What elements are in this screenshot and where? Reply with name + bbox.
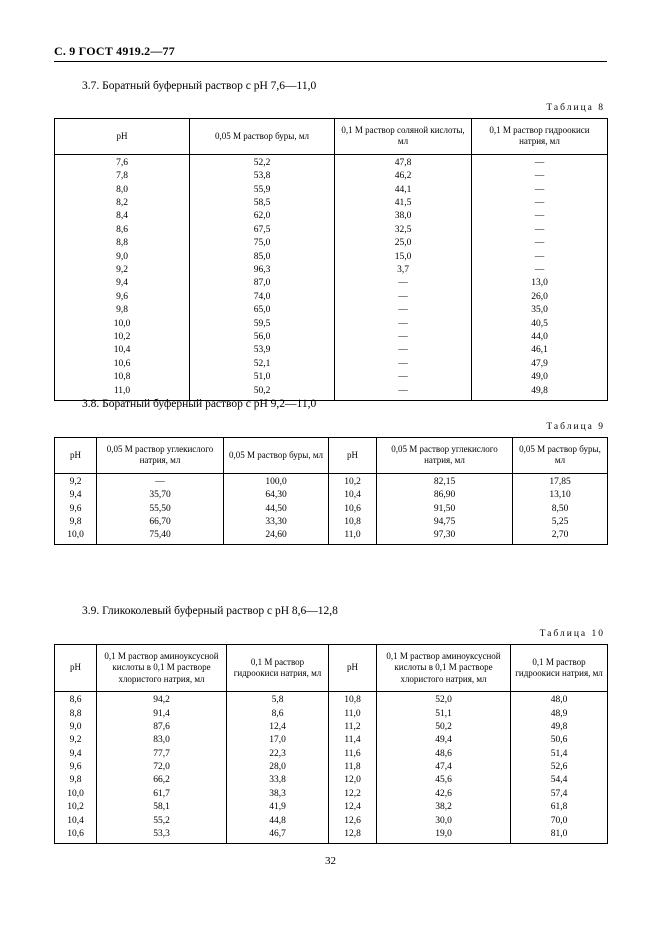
cell: 26,0	[472, 290, 608, 303]
cell: 9,8	[55, 304, 190, 317]
cell: 30,0	[377, 814, 511, 827]
table-row	[55, 747, 608, 760]
cell: 24,60	[224, 529, 329, 545]
cell: 10,6	[329, 502, 377, 515]
section-3-8-title: 3.8. Боратный буферный раствор с рН 9,2—11,0	[82, 398, 317, 410]
cell: 9,6	[55, 290, 190, 303]
cell: 61,7	[97, 787, 227, 800]
table-10-col-ph-right: рН	[329, 645, 377, 692]
cell: 10,2	[329, 473, 377, 489]
table-10-body	[55, 691, 608, 843]
table-8-header-row	[55, 119, 608, 155]
cell: 8,8	[55, 707, 97, 720]
table-row	[55, 721, 608, 734]
table-9-col-carbonate-left: 0,05 М раствор углекислого натрия, мл	[97, 438, 224, 474]
cell: 48,0	[511, 691, 608, 707]
cell: —	[472, 170, 608, 183]
table-row	[55, 344, 608, 357]
cell: 12,6	[329, 814, 377, 827]
cell: 12,4	[227, 721, 329, 734]
cell: 10,8	[329, 691, 377, 707]
cell: 38,2	[377, 801, 511, 814]
cell: 10,0	[55, 529, 97, 545]
cell: 2,70	[513, 529, 608, 545]
table-row	[55, 154, 608, 170]
cell: 35,0	[472, 304, 608, 317]
cell: —	[472, 237, 608, 250]
cell: 12,2	[329, 787, 377, 800]
cell: 74,0	[190, 290, 335, 303]
cell: 64,30	[224, 489, 329, 502]
cell: 9,4	[55, 489, 97, 502]
cell: 77,7	[97, 747, 227, 760]
cell: 50,2	[190, 384, 335, 400]
table-row	[55, 529, 608, 545]
cell: 66,2	[97, 774, 227, 787]
page-header	[54, 44, 175, 59]
table-9	[54, 437, 608, 545]
table-9-col-ph-right: рН	[329, 438, 377, 474]
cell: —	[472, 264, 608, 277]
cell: 82,15	[377, 473, 513, 489]
table-10-col-naoh-right: 0,1 М раствор гидроокиси натрия, мл	[511, 645, 608, 692]
cell: 52,6	[511, 761, 608, 774]
cell: 35,70	[97, 489, 224, 502]
cell: 45,6	[377, 774, 511, 787]
table-row	[55, 183, 608, 196]
cell: 91,50	[377, 502, 513, 515]
cell: 53,8	[190, 170, 335, 183]
cell: 9,2	[55, 264, 190, 277]
cell: 11,4	[329, 734, 377, 747]
cell: 51,4	[511, 747, 608, 760]
cell: 9,4	[55, 277, 190, 290]
cell: —	[335, 357, 472, 370]
cell: 9,0	[55, 250, 190, 263]
cell: 28,0	[227, 761, 329, 774]
table-row	[55, 250, 608, 263]
cell: 87,0	[190, 277, 335, 290]
cell: 52,0	[377, 691, 511, 707]
cell: 44,8	[227, 814, 329, 827]
table-10	[54, 644, 608, 844]
cell: —	[335, 290, 472, 303]
cell: 33,8	[227, 774, 329, 787]
cell: 38,0	[335, 210, 472, 223]
cell: 56,0	[190, 331, 335, 344]
cell: 44,0	[472, 331, 608, 344]
table-8-head	[55, 119, 608, 155]
cell: 81,0	[511, 828, 608, 844]
cell: 8,2	[55, 197, 190, 210]
cell: 96,3	[190, 264, 335, 277]
cell: 75,0	[190, 237, 335, 250]
cell: 87,6	[97, 721, 227, 734]
table-10-caption: Таблица 10	[539, 629, 605, 639]
cell: 66,70	[97, 516, 224, 529]
cell: 9,8	[55, 774, 97, 787]
cell: 100,0	[224, 473, 329, 489]
cell: —	[335, 331, 472, 344]
table-9-col-carbonate-right: 0,05 М раствор углекислого натрия, мл	[377, 438, 513, 474]
cell: 72,0	[97, 761, 227, 774]
cell: 46,1	[472, 344, 608, 357]
cell: 7,6	[55, 154, 190, 170]
cell: —	[472, 250, 608, 263]
cell: 11,0	[329, 529, 377, 545]
cell: 85,0	[190, 250, 335, 263]
cell: 10,2	[55, 331, 190, 344]
cell: 9,0	[55, 721, 97, 734]
cell: —	[335, 344, 472, 357]
cell: 11,2	[329, 721, 377, 734]
cell: 86,90	[377, 489, 513, 502]
cell: —	[335, 371, 472, 384]
cell: —	[472, 183, 608, 196]
cell: 83,0	[97, 734, 227, 747]
cell: 8,8	[55, 237, 190, 250]
cell: 42,6	[377, 787, 511, 800]
cell: —	[472, 210, 608, 223]
cell: 57,4	[511, 787, 608, 800]
table-row	[55, 489, 608, 502]
cell: 9,6	[55, 502, 97, 515]
cell: 58,5	[190, 197, 335, 210]
cell: 53,9	[190, 344, 335, 357]
table-9-col-borax-left: 0,05 М раствор буры, мл	[224, 438, 329, 474]
cell: 33,30	[224, 516, 329, 529]
cell: 46,2	[335, 170, 472, 183]
cell: 55,2	[97, 814, 227, 827]
cell: 13,10	[513, 489, 608, 502]
table-8-col-hcl: 0,1 М раствор соляной кислоты, мл	[335, 119, 472, 155]
cell: 48,9	[511, 707, 608, 720]
cell: 11,0	[55, 384, 190, 400]
cell: 49,8	[511, 721, 608, 734]
page-footer	[0, 855, 661, 867]
cell: 10,2	[55, 801, 97, 814]
table-row	[55, 264, 608, 277]
table-row	[55, 761, 608, 774]
table-9-col-borax-right: 0,05 М раствор буры, мл	[513, 438, 608, 474]
table-row	[55, 691, 608, 707]
cell: 10,4	[55, 814, 97, 827]
table-row	[55, 516, 608, 529]
table-9-body	[55, 473, 608, 545]
cell: 19,0	[377, 828, 511, 844]
cell: 52,2	[190, 154, 335, 170]
header-divider	[54, 61, 607, 62]
cell: 47,8	[335, 154, 472, 170]
cell: 70,0	[511, 814, 608, 827]
cell: 9,4	[55, 747, 97, 760]
table-row	[55, 473, 608, 489]
cell: —	[335, 317, 472, 330]
table-row	[55, 317, 608, 330]
page-header-standard: ГОСТ 4919.2—77	[78, 44, 175, 58]
cell: —	[472, 223, 608, 236]
cell: 67,5	[190, 223, 335, 236]
section-3-9-title: 3.9. Гликоколевый буферный раствор с рН 8,6—12,8	[82, 605, 338, 617]
cell: 9,2	[55, 473, 97, 489]
cell: 9,6	[55, 761, 97, 774]
cell: 47,9	[472, 357, 608, 370]
table-row	[55, 734, 608, 747]
cell: 10,8	[55, 371, 190, 384]
cell: 54,4	[511, 774, 608, 787]
table-10-col-ph-left: рН	[55, 645, 97, 692]
cell: 50,2	[377, 721, 511, 734]
table-10-col-glycine-right: 0,1 М раствор аминоуксусной кислоты в 0,1 М растворе хлористого натрия, мл	[377, 645, 511, 692]
cell: 41,5	[335, 197, 472, 210]
table-row	[55, 277, 608, 290]
cell: 97,30	[377, 529, 513, 545]
cell: 5,8	[227, 691, 329, 707]
table-8-caption: Таблица 8	[546, 103, 605, 113]
cell: 8,0	[55, 183, 190, 196]
cell: 13,0	[472, 277, 608, 290]
table-8-col-naoh: 0,1 М раствор гидроокиси натрия, мл	[472, 119, 608, 155]
table-row	[55, 170, 608, 183]
cell: 61,8	[511, 801, 608, 814]
table-8-col-borax: 0,05 М раствор буры, мл	[190, 119, 335, 155]
cell: 55,9	[190, 183, 335, 196]
table-row	[55, 304, 608, 317]
table-8	[54, 118, 608, 401]
cell: 53,3	[97, 828, 227, 844]
cell: 62,0	[190, 210, 335, 223]
cell: —	[472, 154, 608, 170]
cell: 10,6	[55, 828, 97, 844]
cell: 44,1	[335, 183, 472, 196]
cell: 44,50	[224, 502, 329, 515]
cell: 75,40	[97, 529, 224, 545]
cell: 49,0	[472, 371, 608, 384]
cell: 46,7	[227, 828, 329, 844]
cell: 12,0	[329, 774, 377, 787]
table-9-col-ph-left: рН	[55, 438, 97, 474]
cell: 32,5	[335, 223, 472, 236]
cell: 9,2	[55, 734, 97, 747]
cell: 49,4	[377, 734, 511, 747]
cell: 10,8	[329, 516, 377, 529]
cell: 51,0	[190, 371, 335, 384]
cell: 91,4	[97, 707, 227, 720]
cell: 5,25	[513, 516, 608, 529]
cell: —	[335, 384, 472, 400]
cell: 12,8	[329, 828, 377, 844]
cell: 47,4	[377, 761, 511, 774]
cell: 38,3	[227, 787, 329, 800]
section-3-7	[54, 80, 607, 401]
cell: —	[335, 304, 472, 317]
table-row	[55, 774, 608, 787]
cell: 17,0	[227, 734, 329, 747]
cell: 52,1	[190, 357, 335, 370]
cell: 94,75	[377, 516, 513, 529]
table-row	[55, 223, 608, 236]
cell: 7,8	[55, 170, 190, 183]
cell: 22,3	[227, 747, 329, 760]
section-3-9	[54, 605, 607, 844]
table-row	[55, 828, 608, 844]
cell: 40,5	[472, 317, 608, 330]
section-3-8	[54, 398, 607, 545]
cell: 15,0	[335, 250, 472, 263]
cell: 25,0	[335, 237, 472, 250]
table-row	[55, 210, 608, 223]
cell: 8,4	[55, 210, 190, 223]
cell: 8,6	[55, 691, 97, 707]
cell: 11,0	[329, 707, 377, 720]
table-10-col-naoh-left: 0,1 М раствор гидроокиси натрия, мл	[227, 645, 329, 692]
table-row	[55, 801, 608, 814]
cell: 8,50	[513, 502, 608, 515]
table-8-col-ph: рН	[55, 119, 190, 155]
page-header-label: С. 9	[54, 44, 76, 58]
cell: —	[335, 277, 472, 290]
table-9-header-row	[55, 438, 608, 474]
cell: 10,0	[55, 317, 190, 330]
cell: 65,0	[190, 304, 335, 317]
table-10-header-row	[55, 645, 608, 692]
cell: 10,6	[55, 357, 190, 370]
cell: 59,5	[190, 317, 335, 330]
table-row	[55, 787, 608, 800]
cell: 58,1	[97, 801, 227, 814]
table-row	[55, 331, 608, 344]
cell: —	[472, 197, 608, 210]
table-row	[55, 707, 608, 720]
cell: 11,6	[329, 747, 377, 760]
cell: 94,2	[97, 691, 227, 707]
cell: 8,6	[55, 223, 190, 236]
table-9-head	[55, 438, 608, 474]
page-number: 32	[325, 855, 336, 867]
table-8-body	[55, 154, 608, 400]
cell: 10,0	[55, 787, 97, 800]
cell: 10,4	[329, 489, 377, 502]
cell: 50,6	[511, 734, 608, 747]
cell: 49,8	[472, 384, 608, 400]
table-row	[55, 502, 608, 515]
table-10-col-glycine-left: 0,1 М раствор аминоуксусной кислоты в 0,1 М растворе хлористого натрия, мл	[97, 645, 227, 692]
cell: 17,85	[513, 473, 608, 489]
cell: 9,8	[55, 516, 97, 529]
cell: 41,9	[227, 801, 329, 814]
cell: —	[97, 473, 224, 489]
cell: 8,6	[227, 707, 329, 720]
table-10-head	[55, 645, 608, 692]
cell: 12,4	[329, 801, 377, 814]
cell: 55,50	[97, 502, 224, 515]
table-9-caption: Таблица 9	[546, 422, 605, 432]
table-row	[55, 237, 608, 250]
table-row	[55, 814, 608, 827]
cell: 10,4	[55, 344, 190, 357]
table-row	[55, 197, 608, 210]
cell: 11,8	[329, 761, 377, 774]
cell: 48,6	[377, 747, 511, 760]
table-row	[55, 290, 608, 303]
table-row	[55, 371, 608, 384]
section-3-7-title: 3.7. Боратный буферный раствор с рН 7,6—11,0	[82, 80, 317, 92]
cell: 3,7	[335, 264, 472, 277]
cell: 51,1	[377, 707, 511, 720]
table-row	[55, 357, 608, 370]
